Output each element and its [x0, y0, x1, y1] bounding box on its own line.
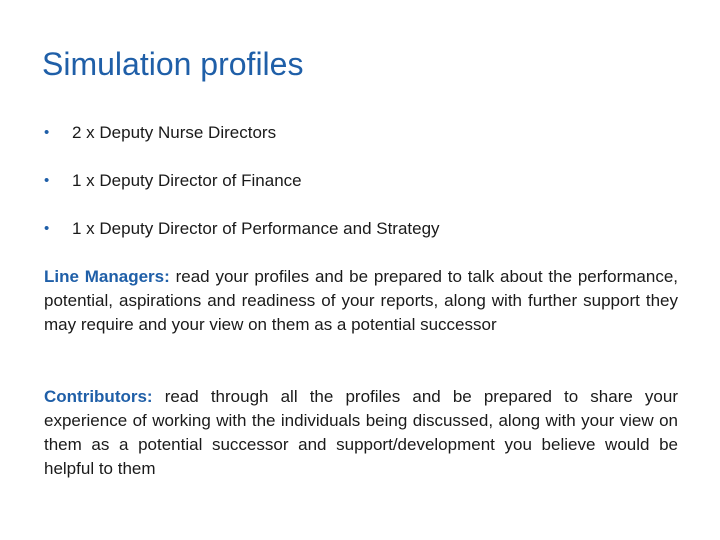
list-item: [44, 214, 440, 262]
list-item-text: 2 x Deputy Nurse Directors: [72, 123, 277, 142]
profile-list: [44, 118, 440, 262]
contributors-paragraph: [44, 385, 678, 481]
bullet-icon: •: [44, 172, 50, 189]
slide-title: Simulation profiles: [42, 46, 304, 82]
list-item-text: 1 x Deputy Director of Finance: [72, 171, 302, 190]
list-item: [44, 118, 440, 166]
line-managers-label: Line Managers:: [44, 267, 170, 286]
list-item: [44, 166, 440, 214]
bullet-icon: •: [44, 220, 50, 237]
line-managers-paragraph: [44, 265, 678, 337]
contributors-text: read through all the profiles and be prepared to share your experience of working with the individuals being discussed, along with your view on them as a potential successor and support/development you believe would be helpful to them: [44, 387, 678, 478]
contributors-label: Contributors:: [44, 387, 153, 406]
bullet-icon: •: [44, 124, 50, 141]
list-item-text: 1 x Deputy Director of Performance and Strategy: [72, 219, 440, 238]
line-managers-text: read your profiles and be prepared to talk about the performance, potential, aspirations and readiness of your reports, along with further support they may require and your view on them as a potential successor: [44, 267, 678, 334]
